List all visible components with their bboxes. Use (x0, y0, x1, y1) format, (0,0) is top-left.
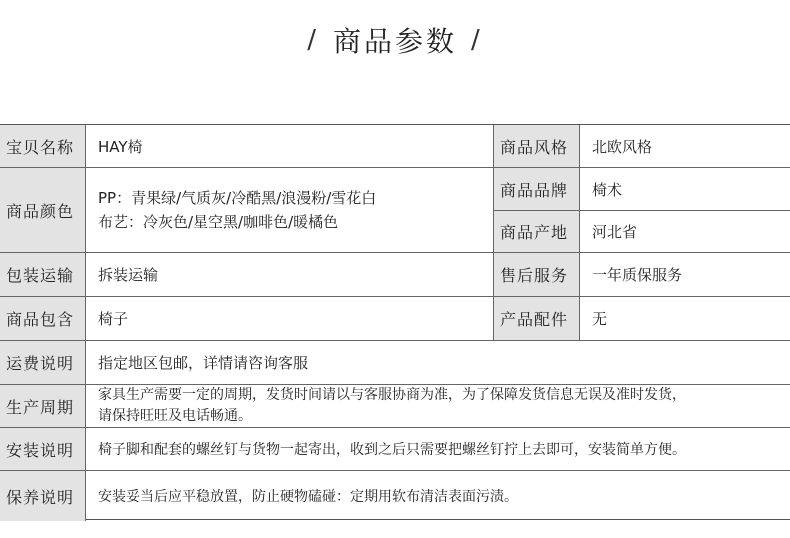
value-accessories: 无 (580, 297, 790, 341)
label-style: 商品风格 (494, 125, 580, 168)
value-brand: 椅术 (580, 168, 790, 211)
label-brand: 商品品牌 (494, 168, 580, 211)
value-after-sales: 一年质保服务 (580, 253, 790, 297)
label-includes: 商品包含 (0, 297, 86, 341)
label-install: 安装说明 (0, 428, 86, 471)
value-care: 安装妥当后应平稳放置，防止硬物磕碰：定期用软布清洁表面污渍。 (98, 489, 518, 505)
label-freight: 运费说明 (0, 341, 86, 385)
label-care: 保养说明 (0, 471, 86, 521)
label-origin: 商品产地 (494, 211, 580, 253)
value-production (86, 385, 790, 428)
page-title (0, 18, 790, 62)
params-table (0, 124, 790, 520)
label-color: 商品颜色 (0, 168, 86, 253)
label-accessories: 产品配件 (494, 297, 580, 341)
label-shipping-pack: 包装运输 (0, 253, 86, 297)
value-freight: 指定地区包邮，详情请咨询客服 (86, 341, 790, 385)
value-color (86, 168, 494, 253)
value-install: 椅子脚和配套的螺丝钉与货物一起寄出，收到之后只需要把螺丝钉拧上去即可，安装简单方便。 (86, 428, 790, 471)
title-slash-left: / (307, 25, 319, 55)
value-origin: 河北省 (580, 211, 790, 253)
value-shipping-pack: 拆装运输 (86, 253, 494, 297)
label-name: 宝贝名称 (0, 125, 86, 168)
color-line-pp: PP：青果绿/气质灰/冷酷黑/浪漫粉/雪花白 (98, 189, 377, 207)
color-line-fabric: 布艺：冷灰色/星空黑/咖啡色/暖橘色 (98, 213, 339, 231)
value-name: HAY椅 (86, 125, 494, 168)
label-after-sales: 售后服务 (494, 253, 580, 297)
label-production: 生产周期 (0, 385, 86, 428)
production-line-1: 家具生产需要一定的周期，发货时间请以与客服协商为准，为了保障发货信息无误及准时发货， (98, 387, 686, 403)
value-includes: 椅子 (86, 297, 494, 341)
title-slash-right: / (471, 25, 483, 55)
title-text: 商品参数 (332, 25, 457, 58)
production-line-2: 请保持旺旺及电话畅通。 (98, 408, 252, 424)
value-style: 北欧风格 (580, 125, 790, 168)
